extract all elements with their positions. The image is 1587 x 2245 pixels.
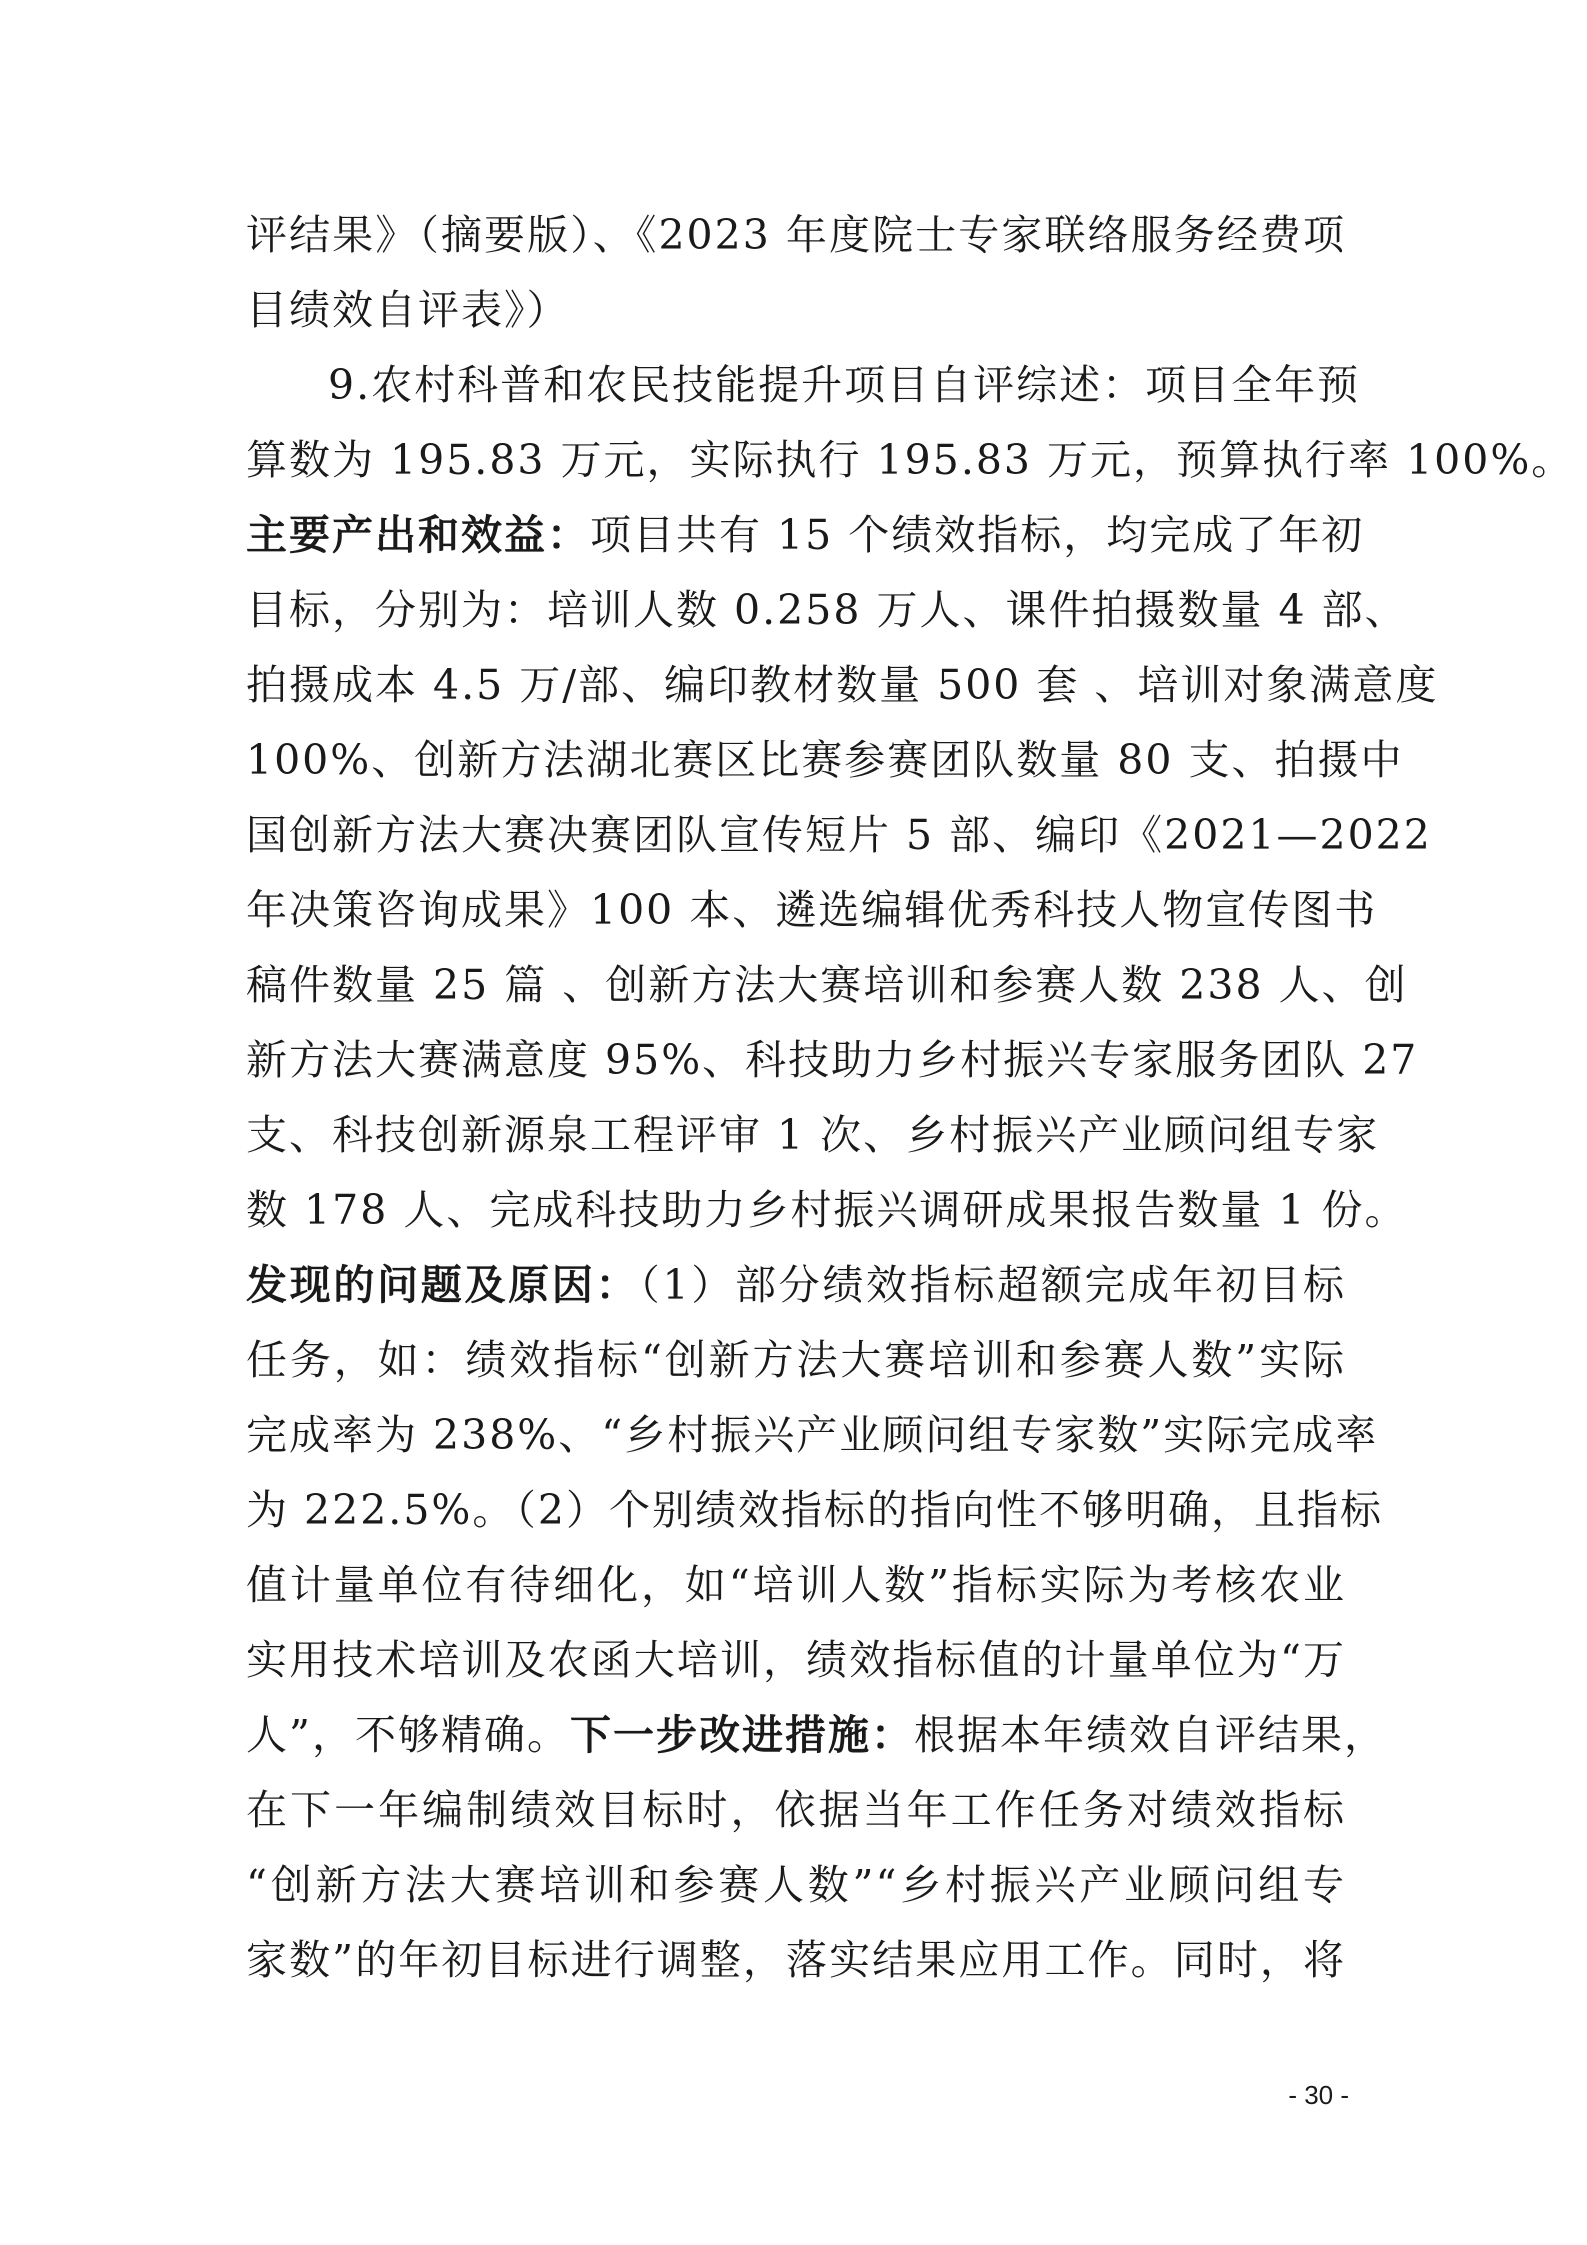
heading-next-steps: 下一步改进措施：: [569, 1711, 914, 1759]
text-line-8: 100%、创新方法湖北赛区比赛参赛团队数量 80 支、拍摄中: [246, 736, 1404, 784]
text-line-2: 目绩效自评表》）: [246, 286, 570, 334]
text-line-13: 支、科技创新源泉工程评审 1 次、乡村振兴产业顾问组专家: [246, 1111, 1380, 1159]
text-line-22: 在下一年编制绩效目标时，依据当年工作任务对绩效指标: [246, 1786, 1346, 1834]
text-line-21-lead: 人”，不够精确。: [246, 1711, 570, 1759]
document-body: [246, 198, 1575, 1998]
text-line-3: 9.农村科普和农民技能提升项目自评综述：项目全年预: [328, 361, 1361, 409]
text-line-7: 拍摄成本 4.5 万/部、编印教材数量 500 套 、培训对象满意度: [246, 661, 1439, 709]
text-line-18: 为 222.5%。（2）个别绩效指标的指向性不够明确，且指标: [246, 1486, 1383, 1534]
text-line-12: 新方法大赛满意度 95%、科技助力乡村振兴专家服务团队 27: [246, 1036, 1419, 1084]
text-line-15-body: （1）部分绩效指标超额完成年初目标: [639, 1261, 1346, 1309]
text-line-1: 评结果》（摘要版）、《2023 年度院士专家联络服务经费项: [246, 211, 1346, 259]
text-line-20: 实用技术培训及农函大培训，绩效指标值的计量单位为“万: [246, 1636, 1346, 1684]
text-line-17: 完成率为 238%、“乡村振兴产业顾问组专家数”实际完成率: [246, 1411, 1379, 1459]
text-line-9: 国创新方法大赛决赛团队宣传短片 5 部、编印《2021—2022: [246, 811, 1432, 859]
text-line-16: 任务，如：绩效指标“创新方法大赛培训和参赛人数”实际: [246, 1336, 1346, 1384]
page-number: - 30 -: [1288, 2080, 1349, 2110]
heading-main-output: 主要产出和效益：: [246, 511, 590, 559]
text-line-24: 家数”的年初目标进行调整，落实结果应用工作。同时，将: [246, 1936, 1346, 1984]
text-line-11: 稿件数量 25 篇 、创新方法大赛培训和参赛人数 238 人、创: [246, 961, 1408, 1009]
text-line-21: [246, 1698, 1387, 1773]
text-line-4: 算数为 195.83 万元，实际执行 195.83 万元，预算执行率 100%。: [246, 436, 1575, 484]
text-line-5-body: 项目共有 15 个绩效指标，均完成了年初: [590, 511, 1365, 559]
text-line-19: 值计量单位有待细化，如“培训人数”指标实际为考核农业: [246, 1561, 1346, 1609]
text-line-5: [246, 498, 1365, 573]
text-line-6: 目标，分别为：培训人数 0.258 万人、课件拍摄数量 4 部、: [246, 586, 1408, 634]
text-line-10: 年决策咨询成果》100 本、遴选编辑优秀科技人物宣传图书: [246, 886, 1378, 934]
heading-problems: 发现的问题及原因：: [246, 1261, 640, 1309]
text-line-21-body: 根据本年绩效自评结果，: [913, 1711, 1387, 1759]
text-line-15: [246, 1248, 1346, 1323]
text-line-14: 数 178 人、完成科技助力乡村振兴调研成果报告数量 1 份。: [246, 1186, 1408, 1234]
text-line-23: “创新方法大赛培训和参赛人数”“乡村振兴产业顾问组专: [246, 1861, 1346, 1909]
